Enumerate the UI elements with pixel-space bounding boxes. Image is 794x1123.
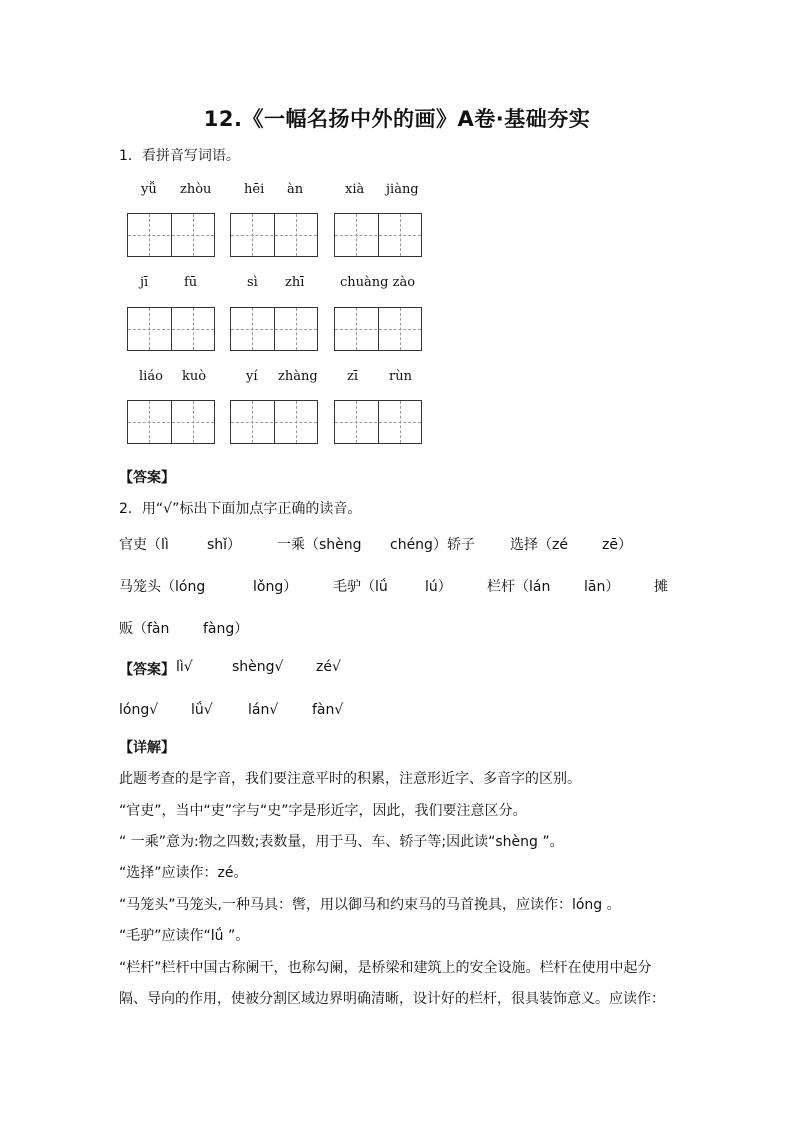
pinyin: sì [247,275,258,290]
answer-item: lì√ [176,659,193,675]
question-1-label: 1．看拼音写词语。 [119,148,240,164]
writing-box[interactable] [334,400,422,444]
writing-box[interactable] [230,400,318,444]
detail-line: “毛驴”应读作“lǘ ”。 [119,928,250,944]
pinyin: àn [287,182,304,197]
choice-item: lǒng） [253,579,298,595]
page-title: 12.《一幅名扬中外的画》A卷·基础夯实 [203,107,591,131]
pinyin: jiàng [386,182,419,197]
choice-item: chéng）轿子 [390,537,475,553]
detail-line: 此题考查的是字音，我们要注意平时的积累，注意形近字、多音字的区别。 [119,771,581,787]
choice-item: lān） [584,579,620,595]
answer-item: lán√ [248,702,279,718]
pinyin: xià [345,182,365,197]
writing-box[interactable] [127,213,215,257]
answer-item: lǘ√ [191,702,213,718]
choice-item: zē） [602,537,632,553]
detail-line: “选择”应读作：zé。 [119,865,248,881]
choice-item: shǐ） [207,537,242,553]
pinyin: jī [140,275,149,290]
detail-line: “马笼头”马笼头,一种马具：辔，用以御马和约束马的马首挽具，应读作：lóng 。 [119,897,621,913]
pinyin: zhī [285,275,305,290]
pinyin: zhòu [180,182,212,197]
answer-item: fàn√ [312,702,344,718]
pinyin: rùn [389,369,412,384]
answer-item: lóng√ [119,702,159,718]
choice-item: 栏杆（lán [487,579,551,595]
pinyin: liáo [139,369,163,384]
choice-item: 一乘（shèng [277,537,362,553]
writing-box[interactable] [127,307,215,351]
detail-line: “ 一乘”意为:物之四数;表数量，用于马、车、轿子等;因此读“shèng ”。 [119,834,564,850]
question-2-label: 2．用“√”标出下面加点字正确的读音。 [119,501,362,517]
pinyin: fū [184,275,198,290]
pinyin: zī [347,369,359,384]
answer-label: 【答案】 [119,662,175,678]
choice-item: 贩（fàn [119,621,170,637]
writing-box[interactable] [230,307,318,351]
detail-line: 隔、导向的作用，使被分割区域边界明确清晰，设计好的栏杆，很具装饰意义。应读作： [119,991,665,1007]
choice-item: 摊 [654,579,668,595]
choice-item: 马笼头（lóng [119,579,206,595]
writing-box[interactable] [230,213,318,257]
pinyin: yǚ [141,182,157,197]
choice-item: 毛驴（lǘ [333,579,388,595]
detail-line: “栏杆”栏杆中国古称阑干，也称勾阑，是桥梁和建筑上的安全设施。栏杆在使用中起分 [119,960,652,976]
choice-item: fàng） [203,621,249,637]
pinyin: hēi [244,182,265,197]
pinyin: chuàng zào [340,275,416,290]
writing-box[interactable] [334,307,422,351]
answer-item: zé√ [316,659,341,675]
writing-box[interactable] [127,400,215,444]
detail-label: 【详解】 [119,740,175,756]
writing-box[interactable] [334,213,422,257]
pinyin: zhàng [278,369,318,384]
choice-item: lú） [425,579,452,595]
choice-item: 选择（zé [510,537,568,553]
choice-item: 官吏（lì [119,537,169,553]
pinyin: yí [246,369,258,384]
detail-line: “官吏”，当中“吏”字与“史”字是形近字，因此，我们要注意区分。 [119,803,527,819]
answer-label: 【答案】 [119,470,175,486]
pinyin: kuò [182,369,207,384]
answer-item: shèng√ [232,659,284,675]
